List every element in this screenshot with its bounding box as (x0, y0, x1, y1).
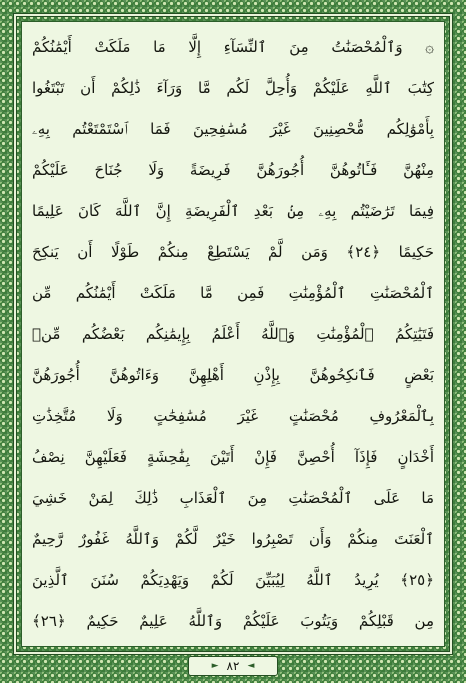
text-line-2: كِتَٰبَ ٱللَّهِ عَلَيْكُمْ وَأُحِلَّ لَكُم مَّا وَرَآءَ ذَٰلِكُمْ أَن تَبْتَغُوا (32, 79, 434, 97)
text-line-12: مَا عَلَى ٱلْمُحْصَنَٰتِ مِنَ ٱلْعَذَابِ ذَٰلِكَ لِمَنْ خَشِيَ (32, 489, 434, 507)
text-line-1: ۞ وَٱلْمُحْصَنَٰتُ مِنَ ٱلنِّسَآءِ إِلَّا مَا مَلَكَتْ أَيْمَٰنُكُمْ (32, 38, 434, 56)
text-line-14: ﴿٢٥﴾ يُرِيدُ ٱللَّهُ لِيُبَيِّنَ لَكُمْ وَيَهْدِيَكُمْ سُنَنَ ٱلَّذِينَ (32, 571, 434, 589)
text-line-4: مِنْهُنَّ فَـَٔاتُوهُنَّ أُجُورَهُنَّ فَرِيضَةً وَلَا جُنَاحَ عَلَيْكُمْ (32, 161, 434, 179)
text-line-3: بِأَمْوَٰلِكُم مُّحْصِنِينَ غَيْرَ مُسَٰفِحِينَ فَمَا ٱسْتَمْتَعْتُم بِهِۦ (32, 120, 434, 138)
previous-page-arrow-icon[interactable]: ◄ (247, 661, 255, 671)
page-footer (0, 655, 466, 677)
text-line-7: ٱلْمُحْصَنَٰتِ ٱلْمُؤْمِنَٰتِ فَمِن مَّا مَلَكَتْ أَيْمَٰنُكُم مِّن (32, 284, 434, 302)
verse-lines (32, 30, 434, 638)
text-line-11: أَخْدَانٍ فَإِذَآ أُحْصِنَّ فَإِنْ أَتَيْنَ بِفَٰحِشَةٍ فَعَلَيْهِنَّ نِصْفُ (32, 448, 434, 466)
page-number-box (188, 656, 278, 676)
text-line-8: فَتَيَٰتِكُمُ ٱلْمُؤْمِنَٰتِ وَٱللَّهُ أَعْلَمُ بِإِيمَٰنِكُم بَعْضُكُم مِّنۢ (32, 325, 434, 343)
text-line-6: حَكِيمًا ﴿٢٤﴾ وَمَن لَّمْ يَسْتَطِعْ مِنكُمْ طَوْلًا أَن يَنكِحَ (32, 243, 434, 261)
text-line-9: بَعْضٍ فَٱنكِحُوهُنَّ بِإِذْنِ أَهْلِهِنَّ وَءَاتُوهُنَّ أُجُورَهُنَّ (32, 366, 434, 384)
text-panel (21, 21, 445, 647)
page-number: ٨٢ (226, 659, 240, 673)
text-line-15: مِن قَبْلِكُمْ وَيَتُوبَ عَلَيْكُمْ وَٱللَّهُ عَلِيمٌ حَكِيمٌ ﴿٢٦﴾ (32, 612, 434, 630)
text-line-10: بِٱلْمَعْرُوفِ مُحْصَنَٰتٍ غَيْرَ مُسَٰفِحَٰتٍ وَلَا مُتَّخِذَٰتِ (32, 407, 434, 425)
next-page-arrow-icon[interactable]: ► (211, 661, 219, 671)
text-line-5: فِيمَا تَرَٰضَيْتُم بِهِۦ مِنۢ بَعْدِ ٱلْفَرِيضَةِ إِنَّ ٱللَّهَ كَانَ عَلِيمًا (32, 202, 434, 220)
text-line-13: ٱلْعَنَتَ مِنكُمْ وَأَن تَصْبِرُوا خَيْرٌ لَّكُمْ وَٱللَّهُ غَفُورٌ رَّحِيمٌ (32, 530, 434, 548)
